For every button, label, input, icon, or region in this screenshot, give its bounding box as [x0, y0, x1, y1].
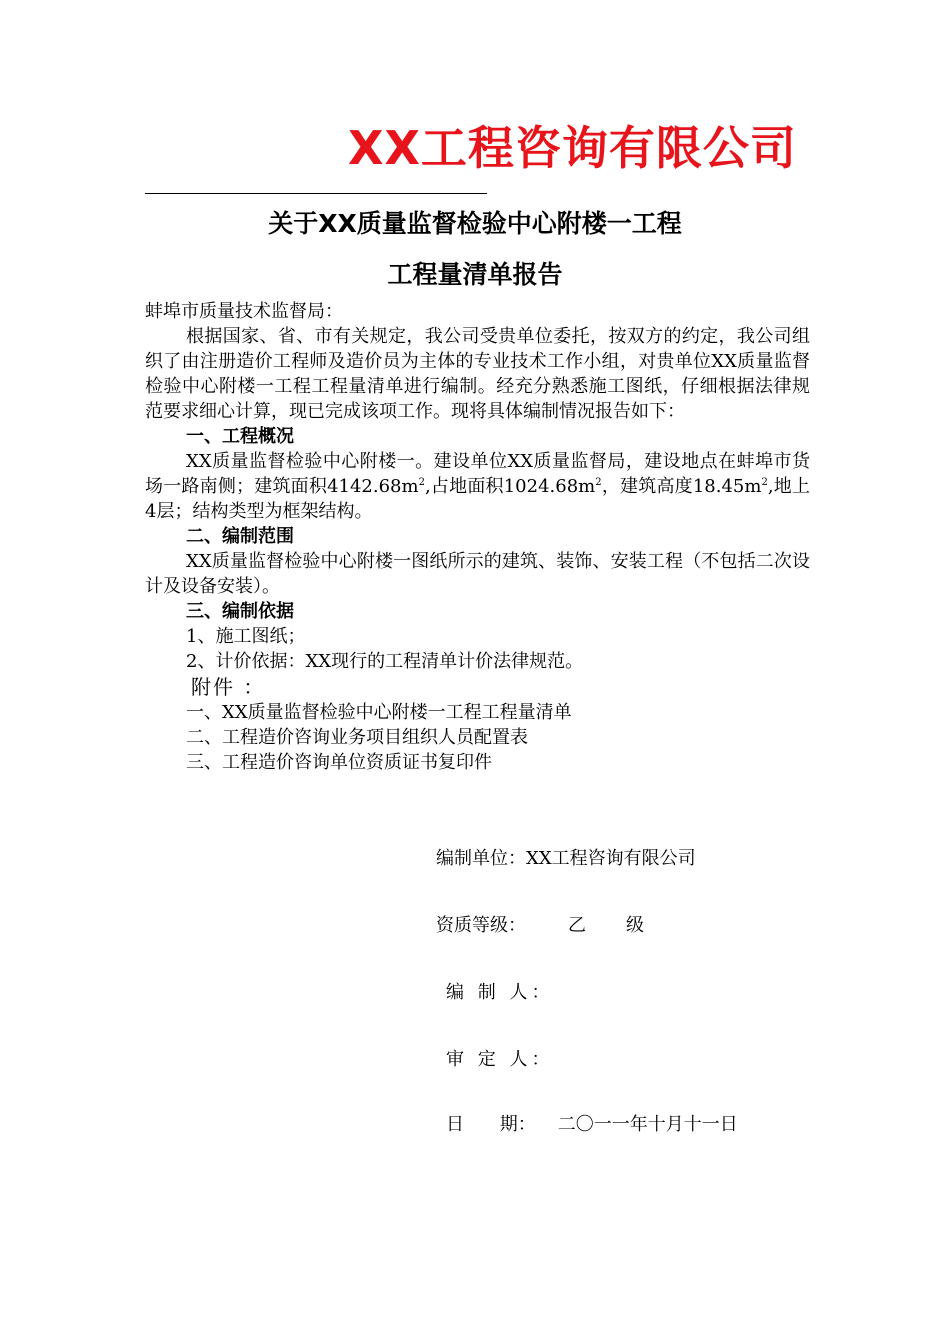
unit-label: 编制单位：	[436, 848, 526, 869]
grade-value: 乙级	[568, 915, 684, 936]
overview-text-a: XX质量监督检验中心附楼一。建设单位XX质量监督局，建设地点在蚌埠市货场一路南侧；建筑面积4142.68m	[145, 451, 810, 497]
signoff-reviewer	[446, 1047, 553, 1072]
section-heading-overview: 一、工程概况	[186, 426, 294, 447]
date-value: 二〇一一年十月十一日	[557, 1114, 738, 1135]
attachment-item: 二、工程造价咨询业务项目组织人员配置表	[186, 727, 528, 748]
overview-text-b: ,占地面积1024.68m	[424, 476, 596, 497]
company-header: XX工程咨询有限公司	[348, 121, 797, 175]
signoff-date	[446, 1112, 738, 1137]
basis-item: 2、计价依据：XX现行的工程清单计价法律规范。	[186, 651, 584, 672]
unit-value: XX工程咨询有限公司	[526, 848, 696, 869]
section-heading-scope: 二、编制范围	[186, 526, 294, 547]
scope-paragraph: XX质量监督检验中心附楼一图纸所示的建筑、装饰、安装工程（不包括二次设计及设备安装）。	[145, 551, 810, 597]
section-heading-basis: 三、编制依据	[186, 601, 294, 622]
attachment-item: 三、工程造价咨询单位资质证书复印件	[186, 752, 492, 773]
signoff-compiler	[446, 980, 553, 1005]
reviewer-label: 审 定 人：	[446, 1049, 554, 1070]
attachments-heading: 附件 ：	[191, 675, 266, 699]
date-label: 日 期：	[446, 1114, 536, 1135]
header-rule	[145, 193, 487, 194]
signoff-grade	[436, 913, 684, 938]
superscript-2: 2	[595, 477, 602, 488]
intro-paragraph: 根据国家、省、市有关规定，我公司受贵单位委托，按双方的约定，我公司组织了由注册造价工程师及造价员为主体的专业技术工作小组，对贵单位XX质量监督检验中心附楼一工程工程量清单进行编制。经充分熟悉施工图纸，仔细根据法律规范要求细心计算，现已完成该项工作。现将具体编制情况报告如下：	[145, 326, 810, 422]
report-title-line2: 工程量清单报告	[387, 260, 563, 289]
compiler-label: 编 制 人：	[446, 982, 554, 1003]
grade-label: 资质等级：	[436, 915, 526, 936]
superscript-2: 2	[418, 477, 425, 488]
superscript-2: 2	[761, 477, 768, 488]
report-body	[145, 299, 810, 775]
overview-text-d: ,地上4层；结构类型为框架结构。	[145, 476, 810, 522]
basis-item: 1、施工图纸；	[186, 626, 306, 647]
overview-text-c: ，建筑高度18.45m	[601, 476, 762, 497]
report-title-line1: 关于XX质量监督检验中心附楼一工程	[268, 209, 682, 238]
attachment-item: 一、XX质量监督检验中心附楼一工程工程量清单	[186, 702, 572, 723]
salutation: 蚌埠市质量技术监督局：	[145, 301, 343, 322]
overview-paragraph	[145, 449, 810, 524]
signoff-unit	[436, 846, 696, 871]
